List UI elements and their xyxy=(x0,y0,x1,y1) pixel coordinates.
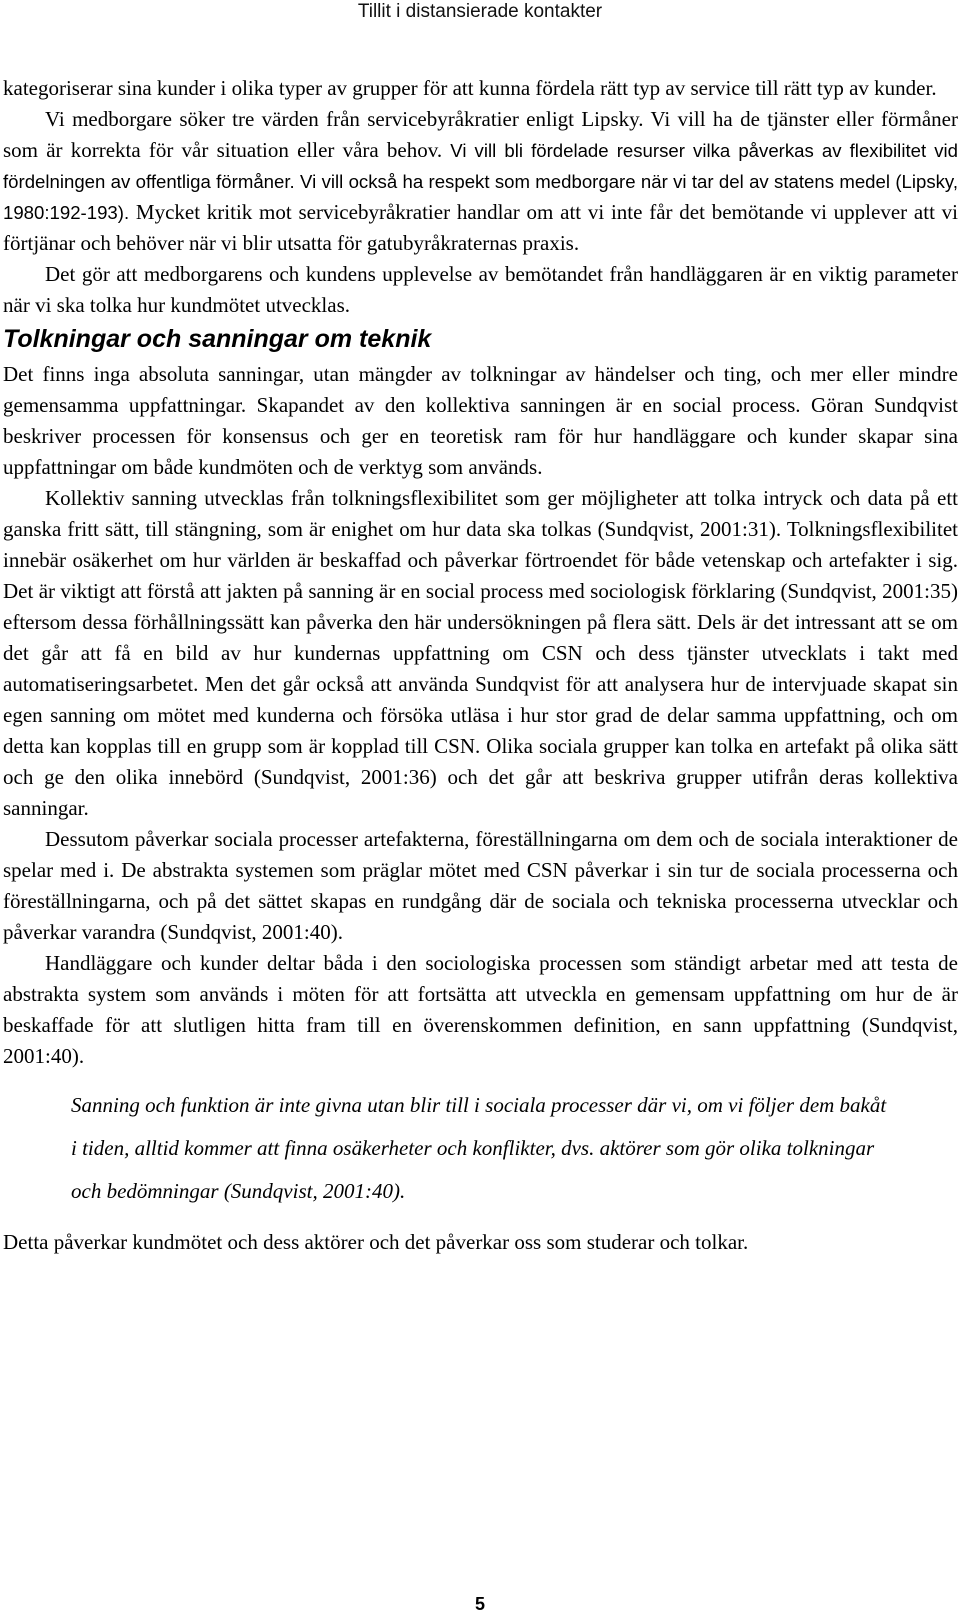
paragraph-continuation: kategoriserar sina kunder i olika typer av grupper för att kunna fördela rätt typ av service till rätt typ av kunder. xyxy=(3,76,937,100)
paragraph-lipsky-sentence-3: Vi vill också ha respekt som medborgare när vi tar del av statens medel (Lipsky, 1980:192-193). xyxy=(3,171,959,223)
running-header xyxy=(0,0,960,37)
paragraph-handlaggare-kunder: Handläggare och kunder deltar båda i den sociologiska processen som ständigt arbetar med att testa de abstrakta system som används i möten för att fortsätta att utveckla en gemensam uppfattning om hur de är beskaffade för att slutligen hitta fram till en överenskommen definition, en sann uppfattning (Sundqvist, 2001:40). xyxy=(3,951,958,1068)
section-heading: Tolkningar och sanningar om teknik xyxy=(3,325,432,353)
paragraph-lipsky-sentence-4: Mycket kritik mot servicebyråkratier handlar om att vi inte får det bemötande vi upplever att vi förtjänar och behöver när vi blir utsatta för gatubyråkraternas praxis. xyxy=(3,200,958,255)
block-quote: Sanning och funktion är inte givna utan blir till i sociala processer där vi, om vi följer dem bakåt i tiden, alltid kommer att finna osäkerheter och konflikter, dvs. aktörer som gör olika tolkningar och bedömningar (Sundqvist, 2001:40). xyxy=(71,1093,887,1203)
paragraph-bemotande: Det gör att medborgarens och kundens upplevelse av bemötandet från handläggaren är en viktig parameter när vi ska tolka hur kundmötet utvecklas. xyxy=(3,262,958,317)
page-number: 5 xyxy=(474,1594,485,1614)
paragraph-sociala-processer: Dessutom påverkar sociala processer artefakterna, föreställningarna om dem och de sociala interaktioner de spelar med i. De abstrakta systemen som präglar mötet med CSN påverkar i sin tur de sociala processerna och föreställningarna, och på det sättet skapas en rundgång där de sociala och tekniska processerna utvecklar och påverkar varandra (Sundqvist, 2001:40). xyxy=(3,827,958,944)
paragraph-lipsky-values xyxy=(3,104,958,259)
paragraph-lipsky-sentence-1: Vi medborgare söker tre värden från servicebyråkratier enligt Lipsky. Vi vill ha de tjänster eller förmåner som är korrekta för vår situation eller våra behov. xyxy=(3,107,958,162)
running-title: Tillit i distansierade kontakter xyxy=(357,1,603,22)
paragraph-kollektiv-sanning: Kollektiv sanning utvecklas från tolkningsflexibilitet som ger möjligheter att tolka intryck och data på ett ganska fritt sätt, till stängning, som är enighet om hur data ska tolkas (Sundqvist, 2001:31). Tolkningsflexibilitet innebär osäkerhet om hur världen är beskaffad och påverkar förtroendet för både vetenskap och artefakter i sig. Det är viktigt att förstå att jakten på sanning är en social process med sociologisk förklaring (Sundqvist, 2001:35) eftersom dessa förhållningssätt kan påverka den här undersökningen på flera sätt. Dels är det intressant att se om det går att få en bild av hur kundernas uppfattning om CSN och dess tjänster utvecklats i takt med automatiseringsarbetet. Men det går också att använda Sundqvist för att analysera hur de intervjuade skapat sin egen sanning om mötet med kunderna och försöka utläsa i hur stor grad de delar samma uppfattning, och om detta kan kopplas till en grupp som är kopplad till CSN. Olika sociala grupper kan tolka en artefakt på olika sätt och ge den olika innebörd (Sundqvist, 2001:36) och det går att beskriva grupper utifrån deras kollektiva sanningar. xyxy=(3,486,958,820)
paragraph-lipsky-sentence-2: Vi vill bli fördelade resurser vilka påverkas av flexibilitet vid fördelningen av offentliga förmåner. xyxy=(3,140,958,192)
paragraph-closing: Detta påverkar kundmötet och dess aktörer och det påverkar oss som studerar och tolkar. xyxy=(3,1230,749,1254)
paragraph-sanningar: Det finns inga absoluta sanningar, utan mängder av tolkningar av händelser och ting, och mer eller mindre gemensamma uppfattningar. Skapandet av den kollektiva sanningen är en social process. Göran Sundqvist beskriver processen för konsensus och ger en teoretisk ram för hur handläggare och kunder skapar sina uppfattningar om både kundmöten och de verktyg som används. xyxy=(3,362,958,479)
document-body xyxy=(3,73,958,1258)
